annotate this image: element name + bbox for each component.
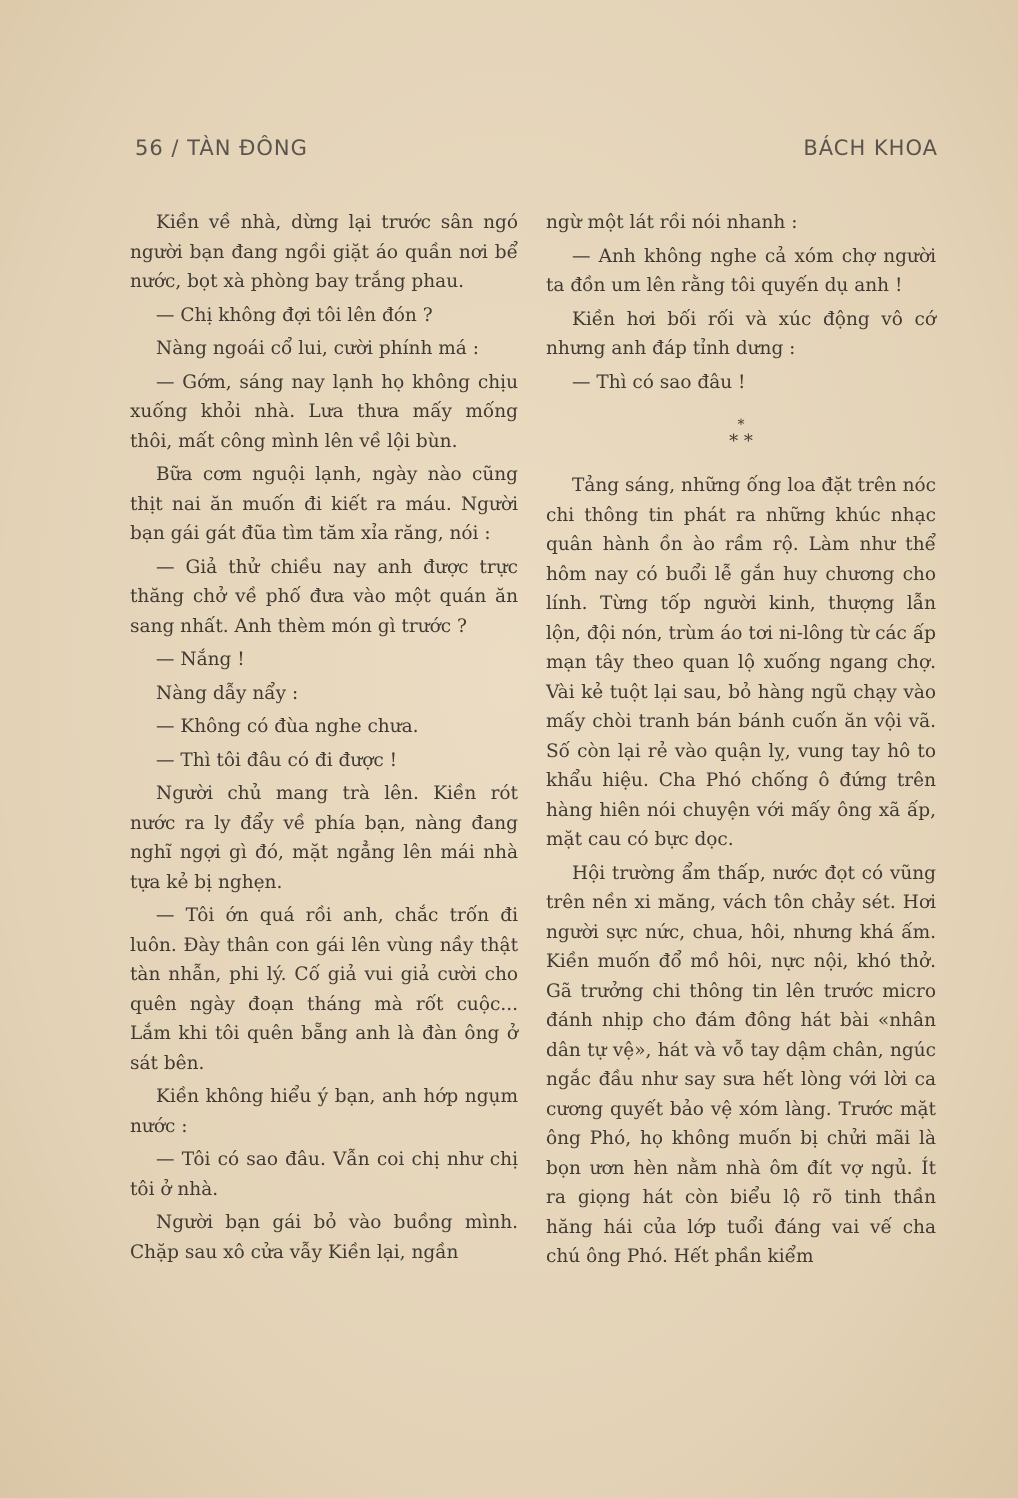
separator-stars-bottom: * * (729, 431, 753, 452)
paragraph: Tảng sáng, những ống loa đặt trên nóc chi thông tin phát ra những khúc nhạc quân hành ồn ào rầm rộ. Làm như thể hôm nay có buổi lễ gắn huy chương cho lính. Từng tốp người kinh, thượng lẫn lộn, đội nón, trùm áo tơi ni-lông từ các ấp mạn tây theo quan lộ xuống ngang chợ. Vài kẻ tuột lại sau, bỏ hàng ngũ chạy vào mấy chòi tranh bán bánh cuốn ăn vội vã. Số còn lại rẻ vào quận lỵ, vung tay hô to khẩu hiệu. Cha Phó chống ô đứng trên hàng hiên nói chuyện với mấy ông xã ấp, mặt cau có bực dọc. (546, 475, 936, 850)
section-separator (546, 419, 936, 453)
paragraph: — Gớm, sáng nay lạnh họ không chịu xuống khỏi nhà. Lưa thưa mấy mống thôi, mất công mình lên về lội bùn. (130, 371, 518, 452)
paragraph: — Tôi ớn quá rồi anh, chắc trốn đi luôn. Đày thân con gái lên vùng nầy thật tàn nhẫn, phi lý. Cố giả vui giả cười cho quên ngày đoạn tháng mà rốt cuộc... Lắm khi tôi quên bẵng anh là đàn ông ở sát bên. (130, 905, 518, 1074)
paragraph: Bữa cơm nguội lạnh, ngày nào cũng thịt nai ăn muốn đi kiết ra máu. Người bạn gái gát đũa tìm tăm xỉa răng, nói : (130, 464, 518, 544)
paragraph: Hội trường ẩm thấp, nước đọt có vũng trên nền xi măng, vách tôn chảy sét. Hơi người sực nức, chua, hôi, nhưng khá ấm. Kiền muốn đổ mồ hôi, nực nội, khó thở. Gã trưởng chi thông tin lên trước micro đánh nhịp cho đám đông hát bài «nhân dân tự vệ», hát và vỗ tay dậm chân, ngúc ngắc đầu như say sưa hết lòng với lời ca cương quyết bảo vệ xóm làng. Trước mặt ông Phó, họ không muốn bị chửi mãi là bọn ươn hèn nằm nhà ôm đít vợ ngủ. Ít ra giọng hát còn biểu lộ rõ tinh thần hăng hái của lớp tuổi đáng vai vế cha chú ông Phó. Hết phần kiểm (546, 862, 936, 1267)
paragraph: Kiền hơi bối rối và xúc động vô cớ nhưng anh đáp tỉnh dưng : (546, 308, 936, 359)
paragraph: Nàng ngoái cổ lui, cười phính má : (156, 338, 479, 359)
page-number-and-title: 56 / TÀN ĐÔNG (135, 136, 308, 160)
left-column (130, 208, 518, 1271)
paragraph: — Tôi có sao đâu. Vẫn coi chị như chị tôi ở nhà. (130, 1149, 518, 1200)
paragraph: — Nắng ! (156, 649, 245, 670)
paragraph: — Anh không nghe cả xóm chợ người ta đồn um lên rằng tôi quyến dụ anh ! (546, 245, 936, 296)
paragraph: ngừ một lát rồi nói nhanh : (546, 212, 798, 233)
paragraph: Nàng dẫy nẩy : (156, 682, 299, 704)
paragraph: — Không có đùa nghe chưa. (156, 716, 419, 737)
paragraph: Người bạn gái bỏ vào buồng mình. Chặp sau xô cửa vẫy Kiền lại, ngần (130, 1212, 518, 1263)
paragraph: — Thì có sao đâu ! (572, 371, 746, 393)
separator-star-top: * (737, 417, 745, 433)
paragraph: Kiền về nhà, dừng lại trước sân ngó người bạn đang ngồi giặt áo quần nơi bể nước, bọt xà phòng bay trắng phau. (130, 212, 518, 292)
magazine-name: BÁCH KHOA (803, 136, 938, 160)
paragraph: — Thì tôi đâu có đi được ! (156, 749, 398, 771)
page-header (135, 136, 938, 170)
paragraph: — Giả thử chiều nay anh được trực thăng chở về phố đưa vào một quán ăn sang nhất. Anh thèm món gì trước ? (130, 556, 518, 637)
paragraph: Kiền không hiểu ý bạn, anh hớp ngụm nước : (130, 1086, 518, 1137)
paragraph: — Chị không đợi tôi lên đón ? (156, 304, 433, 326)
paragraph: Người chủ mang trà lên. Kiền rót nước ra ly đẩy về phía bạn, nàng đang nghĩ ngợi gì đó, mặt ngẳng lên mái nhà tựa kẻ bị nghẹn. (130, 783, 518, 893)
right-column (546, 208, 936, 1276)
